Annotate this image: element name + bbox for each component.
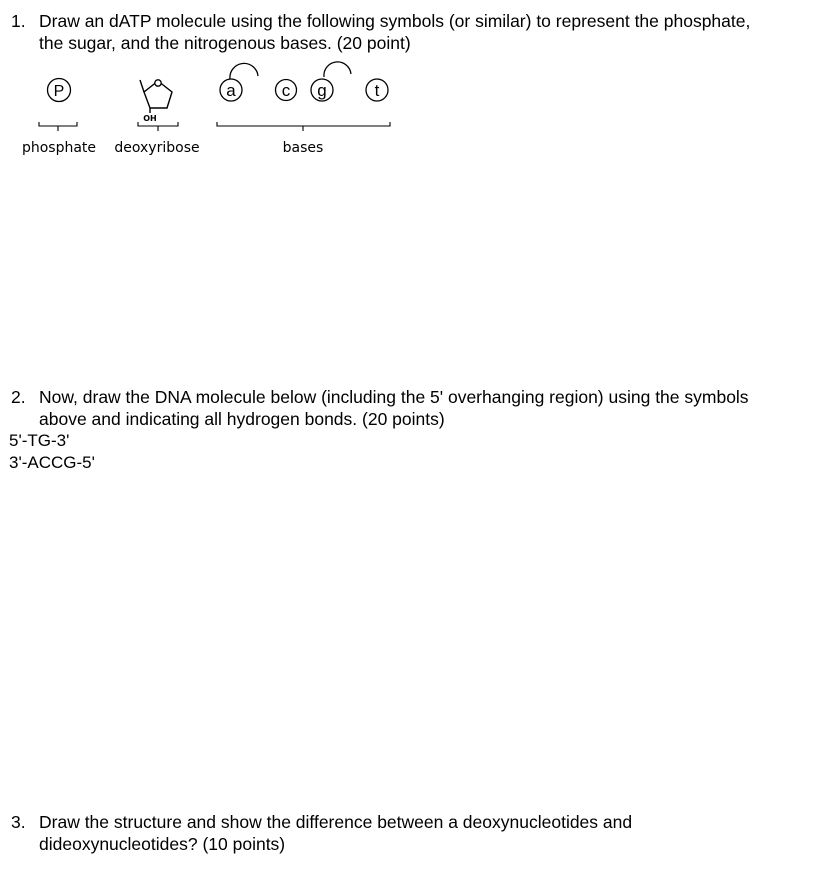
base-a-symbol (220, 63, 258, 101)
phosphate-symbol-letter: P (53, 83, 65, 100)
phosphate-symbol (48, 79, 71, 102)
question-3 (11, 811, 771, 855)
base-g-symbol (311, 62, 351, 101)
question-1 (11, 10, 771, 54)
question-3-text: Draw the structure and show the difference between a deoxynucleotides and dideoxynucleotides? (10 points) (39, 812, 633, 854)
base-g-letter: g (317, 81, 327, 100)
question-2-number: 2. (11, 387, 26, 407)
base-t-letter: t (374, 81, 380, 100)
question-1-text: Draw an dATP molecule using the following symbols (or similar) to represent the phosphate, the sugar, and the nitrogenous bases. (20 point) (39, 11, 751, 53)
question-3-number: 3. (11, 812, 26, 832)
sugar-brace (138, 122, 178, 131)
phosphate-brace (39, 122, 77, 131)
base-c-symbol (276, 80, 297, 101)
dna-top-strand: 5'-TG-3' (9, 431, 70, 450)
question-2-text: Now, draw the DNA molecule below (including the 5' overhanging region) using the symbols above and indicating all hydrogen bonds. (20 points) (39, 387, 749, 429)
sugar-oh-label: OH (143, 114, 157, 123)
phosphate-label: phosphate (21, 140, 97, 156)
symbol-legend (0, 55, 420, 165)
question-2 (11, 386, 801, 430)
deoxyribose-symbol (140, 80, 172, 123)
bases-label: bases (282, 140, 324, 156)
base-c-letter: c (281, 81, 291, 100)
bases-brace (217, 122, 390, 131)
deoxyribose-label: deoxyribose (114, 140, 200, 156)
base-t-symbol (366, 79, 388, 101)
question-1-number: 1. (11, 11, 26, 31)
base-a-letter: a (226, 81, 236, 100)
dna-bottom-strand: 3'-ACCG-5' (9, 453, 95, 472)
